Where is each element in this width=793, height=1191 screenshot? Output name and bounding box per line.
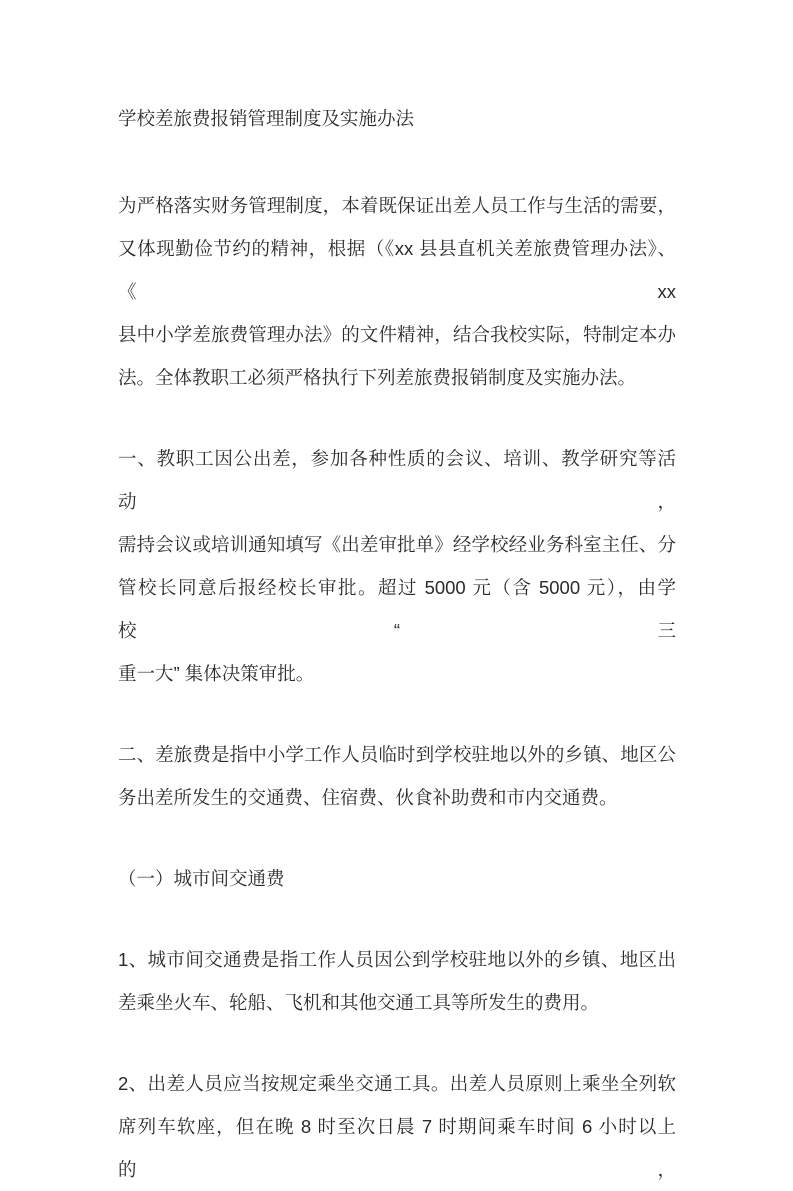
- text-line: 重一大” 集体决策审批。: [118, 663, 315, 684]
- text-line: 席列车软座，但在晚 8 时至次日晨 7 时期间乘车时间 6 小时以上的，: [118, 1116, 676, 1180]
- item-one-paragraph: [118, 437, 676, 695]
- text-line: 法。全体教职工必须严格执行下列差旅费报销制度及实施办法。: [118, 367, 637, 388]
- text-line: 为严格落实财务管理制度，本着既保证出差人员工作与生活的需要，: [118, 195, 676, 216]
- text-line: 县中小学差旅费管理办法》的文件精神，结合我校实际，特制定本办: [118, 324, 676, 345]
- text-line: 一、教职工因公出差，参加各种性质的会议、培训、教学研究等活动，: [118, 448, 676, 512]
- text-line: 差乘坐火车、轮船、飞机和其他交通工具等所发生的费用。: [118, 992, 600, 1013]
- point-one-paragraph: [118, 938, 676, 1024]
- text-line: 需持会议或培训通知填写《出差审批单》经学校经业务科室主任、分: [118, 534, 676, 555]
- text-line: 二、差旅费是指中小学工作人员临时到学校驻地以外的乡镇、地区公: [118, 744, 676, 765]
- section-heading: （一）城市间交通费: [118, 868, 285, 889]
- text-line: 务出差所发生的交通费、住宿费、伙食补助费和市内交通费。: [118, 787, 618, 808]
- point-two-paragraph: [118, 1062, 676, 1191]
- section-one-heading-block: [118, 857, 676, 900]
- text-line: 又体现勤俭节约的精神，根据（《xx 县县直机关差旅费管理办法》、《xx: [118, 238, 676, 302]
- intro-paragraph: [118, 184, 676, 399]
- document-title: 学校差旅费报销管理制度及实施办法: [118, 108, 415, 129]
- text-line: 1、城市间交通费是指工作人员因公到学校驻地以外的乡镇、地区出: [118, 949, 676, 970]
- text-line: 管校长同意后报经校长审批。超过 5000 元（含 5000 元），由学校“三: [118, 577, 676, 641]
- item-two-paragraph: [118, 733, 676, 819]
- text-line: 2、出差人员应当按规定乘坐交通工具。出差人员原则上乘坐全列软: [118, 1073, 676, 1094]
